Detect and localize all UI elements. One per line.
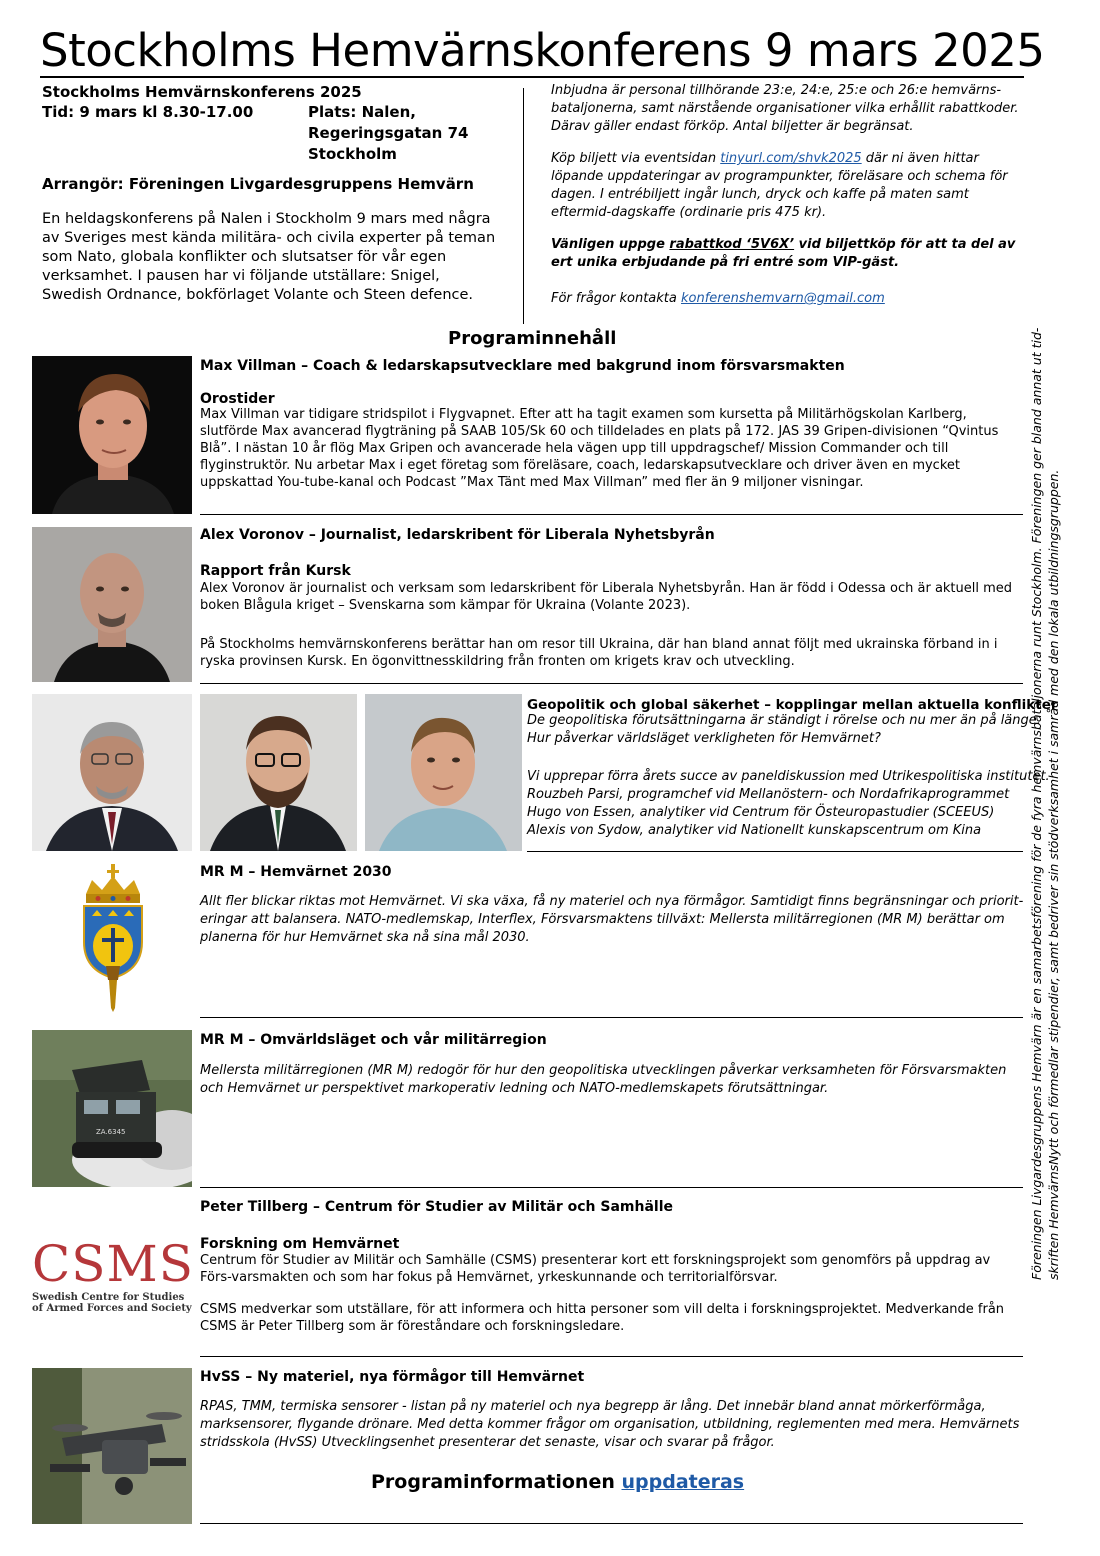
program-4-header: MR M – Hemvärnet 2030 <box>200 864 392 880</box>
discount-pre: Vänligen uppge <box>551 237 670 252</box>
program-6-header: Peter Tillberg – Centrum för Studier av Militär och Samhälle <box>200 1199 674 1215</box>
contact-info <box>551 290 1021 308</box>
rouzbeh-parsi-photo <box>32 694 192 851</box>
program-update-text: Programinformationen <box>371 1471 622 1493</box>
invite-text: Inbjudna är personal tillhörande 23:e, 24:e, 25:e och 26:e hemvärns-bataljonerna, samt närstående organisationer vilka erhållit rabattkoder. Därav gäller endast förköp. Antal biljetter är begränsat. <box>551 83 1019 134</box>
program-divider <box>200 1017 1023 1018</box>
event-time: Tid: 9 mars kl 8.30-17.00 <box>42 103 254 121</box>
max-villman-photo <box>32 356 192 514</box>
program-6-text2: CSMS medverkar som utställare, för att informera och hitta personer som vill delta i forskningsprojektet. Medverkande från CSMS är Peter Tillberg som är föreståndare och forskningsledare. <box>200 1302 1005 1334</box>
program-6-subtitle: Forskning om Hemvärnet <box>200 1236 400 1252</box>
program-update-note <box>371 1471 744 1493</box>
side-note <box>1028 320 1088 1280</box>
event-place-line1: Plats: Nalen, <box>308 103 416 121</box>
csms-logo-line2: of Armed Forces and Society <box>32 1303 192 1314</box>
military-vehicle-photo <box>32 1030 192 1187</box>
program-2-text1: Alex Voronov är journalist och verksam som ledarskribent för Liberala Nyhetsbyrån. Han är född i Odessa och är aktuell med boken Blågula kriget – Svenskarna som kämpar för Ukraina (Volante 2023). <box>200 581 1013 613</box>
program-divider <box>200 514 1023 515</box>
csms-logo-line1: Swedish Centre for Studies <box>32 1292 185 1303</box>
program-2-text2: På Stockholms hemvärnskonferens berättar han om resor till Ukraina, där han bland annat följt med ukrainska förband in i ryska provinsen Kursk. En ögonvittnesskildring från fronten om krigets krav och utveckling. <box>200 637 998 669</box>
program-3-line2: Hur påverkar världsläget verkligheten för Hemvärnet? <box>527 731 881 746</box>
alexis-von-sydow-photo <box>365 694 522 851</box>
program-2-subtitle: Rapport från Kursk <box>200 563 351 579</box>
ticket-info-post: där ni även hittar löpande uppdateringar av programpunkter, föreläsare och schema för dagen. I entrébiljett ingår lunch, dryck och kaffe på maten samt eftermid-dagskaffe (ordinarie pris 475 kr). <box>551 151 1008 220</box>
event-place-line3: Stockholm <box>308 145 397 163</box>
event-page-link[interactable]: tinyurl.com/shvk2025 <box>720 151 862 166</box>
program-1-text: Max Villman var tidigare stridspilot i Flygvapnet. Efter att ha tagit examen som kursetta på Militärhögskolan Karlberg, slutförde Max avancerad flygträning på SAAB 105/Sk 60 och tilldelades en plats på 172. JAS 39 Gripen-divisionen “Qvintus Blå”. I nästan 10 år flög Max Gripen och avancerade hela vägen upp till uppdragschef/ Mission Commander och till flyginstruktör. Nu arbetar Max i eget företag som föreläsare, coach, ledarskapsutvecklare och driver även en mycket uppskattad You-tube-kanal och Podcast ”Max Tänt med Max Villman” med fler än 9 miljoner visningar. <box>200 407 999 490</box>
contact-email-link[interactable]: konferenshemvarn@gmail.com <box>681 291 885 306</box>
contact-pre: För frågor kontakta <box>551 291 681 306</box>
csms-logo <box>32 1236 192 1316</box>
hugo-von-essen-photo <box>200 694 357 851</box>
drone-photo <box>32 1368 192 1524</box>
alex-voronov-photo <box>32 527 192 682</box>
ticket-info <box>551 150 1021 222</box>
program-5-header: MR M – Omvärldsläget och vår militärregion <box>200 1032 547 1048</box>
program-3-header: Geopolitik och global säkerhet – kopplingar mellan aktuella konflikter <box>527 697 1058 713</box>
program-3-line5: Rouzbeh Parsi, programchef vid Mellanöstern- och Nordafrikaprogrammet <box>527 787 1010 802</box>
event-description: En heldagskonferens på Nalen i Stockholm 9 mars med några av Sveriges mest kända militära- och civila experter på teman som Nato, globala konflikter och slutsatser för vår egen verksamhet. I pausen har vi följande utställare: Snigel, Swedish Ordnance, bokförlaget Volante och Steen defence. <box>42 211 496 303</box>
discount-post: vid biljettköp för att ta del av ert unika erbjudande på fri entré som VIP-gäst. <box>551 237 1016 270</box>
organizer: Arrangör: Föreningen Livgardesgruppens Hemvärn <box>42 175 474 193</box>
program-5-text: Mellersta militärregionen (MR M) redogör för hur den geopolitiska utvecklingen påverkar verksamheten för Försvarsmakten och Hemvärnet ur perspektivet markoperativ ledning och NATO-medlemskapets förutsättningar. <box>200 1063 1007 1096</box>
program-7-header: HvSS – Ny materiel, nya förmågor till Hemvärnet <box>200 1369 585 1385</box>
program-3-line1: De geopolitiska förutsättningarna är ständigt i rörelse och nu mer än på länge. <box>527 713 1041 728</box>
program-update-link[interactable]: uppdateras <box>621 1471 745 1493</box>
ticket-info-pre: Köp biljett via eventsidan <box>551 151 721 166</box>
program-divider <box>200 1523 1023 1524</box>
page-title: Stockholms Hemvärnskonferens 9 mars 2025 <box>40 24 1045 77</box>
program-divider <box>200 1187 1023 1188</box>
program-1-subtitle: Orostider <box>200 391 275 407</box>
discount-info <box>551 236 1021 272</box>
program-4-text: Allt fler blickar riktas mot Hemvärnet. Vi ska växa, få ny materiel och nya förmågor. Samtidigt finns begränsningar och priorit-eringar att balansera. NATO-medlemskap, Interflex, Försvarsmaktens tillväxt: Mellersta militärregionen (MR M) berättar om planerna för hur Hemvärnet ska nå sina mål 2030. <box>200 894 1024 945</box>
csms-logo-text: CSMS <box>32 1235 194 1293</box>
mrm-emblem-icon <box>78 862 148 1014</box>
column-divider <box>523 88 524 324</box>
program-2-header: Alex Voronov – Journalist, ledarskribent för Liberala Nyhetsbyrån <box>200 527 715 543</box>
vehicle-marking: ZA.6345 <box>96 1128 126 1136</box>
program-divider <box>527 851 1023 852</box>
program-3-line6: Hugo von Essen, analytiker vid Centrum för Östeuropastudier (SCEEUS) <box>527 805 995 820</box>
title-divider <box>40 76 1024 78</box>
program-7-text: RPAS, TMM, termiska sensorer - listan på ny materiel och nya begrepp är lång. Det innebär bland annat mörkerförmåga, marksensorer, flygande drönare. Med detta kommer frågor om organisation, utbildning, reglementen med mera. Hemvärnets stridsskola (HvSS) Utvecklingsenhet presenterar det senaste, visar och svarar på frågor. <box>200 1399 1020 1450</box>
program-3-line4: Vi upprepar förra årets succe av paneldiskussion med Utrikespolitiska institutet. <box>527 769 1050 784</box>
program-divider <box>200 683 1023 684</box>
program-divider <box>200 1356 1023 1357</box>
program-6-text1: Centrum för Studier av Militär och Samhälle (CSMS) presenterar kort ett forskningsprojekt som genomförs på uppdrag av Förs-varsmakten och som har fokus på Hemvärnet, yrkeskunnande och territorialförsvar. <box>200 1253 991 1285</box>
program-3-line7: Alexis von Sydow, analytiker vid Nationellt kunskapscentrum om Kina <box>527 823 982 838</box>
event-place-line2: Regeringsgatan 74 <box>308 124 469 142</box>
discount-code: rabattkod ‘5V6X’ <box>669 237 795 252</box>
side-note-line2: skriften HemvärnsNytt och förmedlar stipendier, samt bedriver sin stödverksamhet i samråd med den lokala utbildningsgruppen. <box>1046 469 1061 1280</box>
program-1-header: Max Villman – Coach & ledarskapsutvecklare med bakgrund inom försvarsmakten <box>200 358 845 374</box>
event-name: Stockholms Hemvärnskonferens 2025 <box>42 83 362 101</box>
program-heading: Programinnehåll <box>448 328 617 349</box>
side-note-line1: Föreningen Livgardesgruppens Hemvärn är en samarbetsförening för de fyra hemvärnsbataljonerna runt Stockholm. Föreningen ger bland annat ut tid- <box>1029 327 1044 1280</box>
